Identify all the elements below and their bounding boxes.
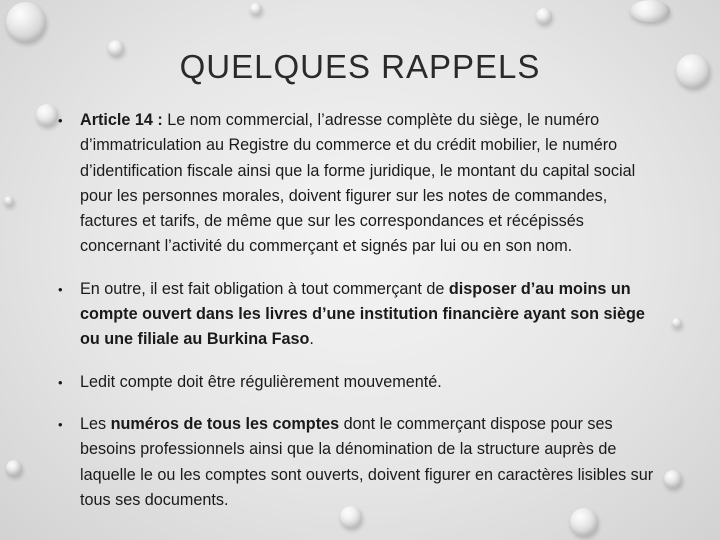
bullet-text: dont le commerçant dispose pour ses besoins professionnels ainsi que la dénomination de la structure auprès de laquelle le ou les comptes sont ouverts, doivent figurer en caractères lisibles sur tous ses documents.	[80, 414, 654, 509]
bullet-text: Les	[80, 414, 111, 433]
bullet-marker: •	[58, 281, 63, 297]
bullet-item-numeros-comptes	[58, 412, 664, 513]
bullet-marker: •	[58, 374, 63, 390]
bullet-text-bold: disposer d’au moins un compte ouvert dans les livres d’une institution financière ayant son siège ou une filiale au Burkina Faso	[80, 279, 645, 349]
water-droplet-decoration	[630, 0, 670, 22]
bullet-item-compte-mouvemente	[58, 370, 664, 395]
bullet-text: Le nom commercial, l’adresse complète du siège, le numéro d’immatriculation au Registre du commerce et du crédit mobilier, le numéro d’identification fiscale ainsi que la forme juridique, le montant du capital social pour les personnes morales, doivent figurer sur les notes de commandes, factures et tarifs, de même que sur les correspondances et récépissés concernant l’activité du commerçant et signés par lui ou en son nom.	[80, 111, 636, 256]
water-droplet-decoration	[6, 2, 46, 42]
water-droplet-decoration	[250, 3, 262, 15]
water-droplet-decoration	[664, 470, 682, 488]
water-droplet-decoration	[536, 8, 552, 24]
bullet-text: Ledit compte doit être régulièrement mouvementé.	[80, 372, 442, 391]
water-droplet-decoration	[6, 460, 22, 476]
bullet-item-compte-obligation	[58, 277, 664, 353]
water-droplet-decoration	[4, 196, 14, 206]
water-droplet-decoration	[672, 318, 682, 328]
slide-title: QUELQUES RAPPELS	[179, 48, 541, 85]
bullet-marker: •	[58, 416, 63, 432]
bullet-text: En outre, il est fait obligation à tout commerçant de	[80, 279, 449, 298]
bullet-text: .	[309, 330, 314, 349]
bullet-list	[58, 108, 664, 530]
bullet-item-article-14	[58, 108, 664, 260]
water-droplet-decoration	[36, 104, 58, 126]
bullet-text-bold: Article 14 :	[80, 111, 168, 129]
bullet-marker: •	[58, 113, 63, 128]
bullet-text-bold: numéros de tous les comptes	[110, 414, 340, 433]
